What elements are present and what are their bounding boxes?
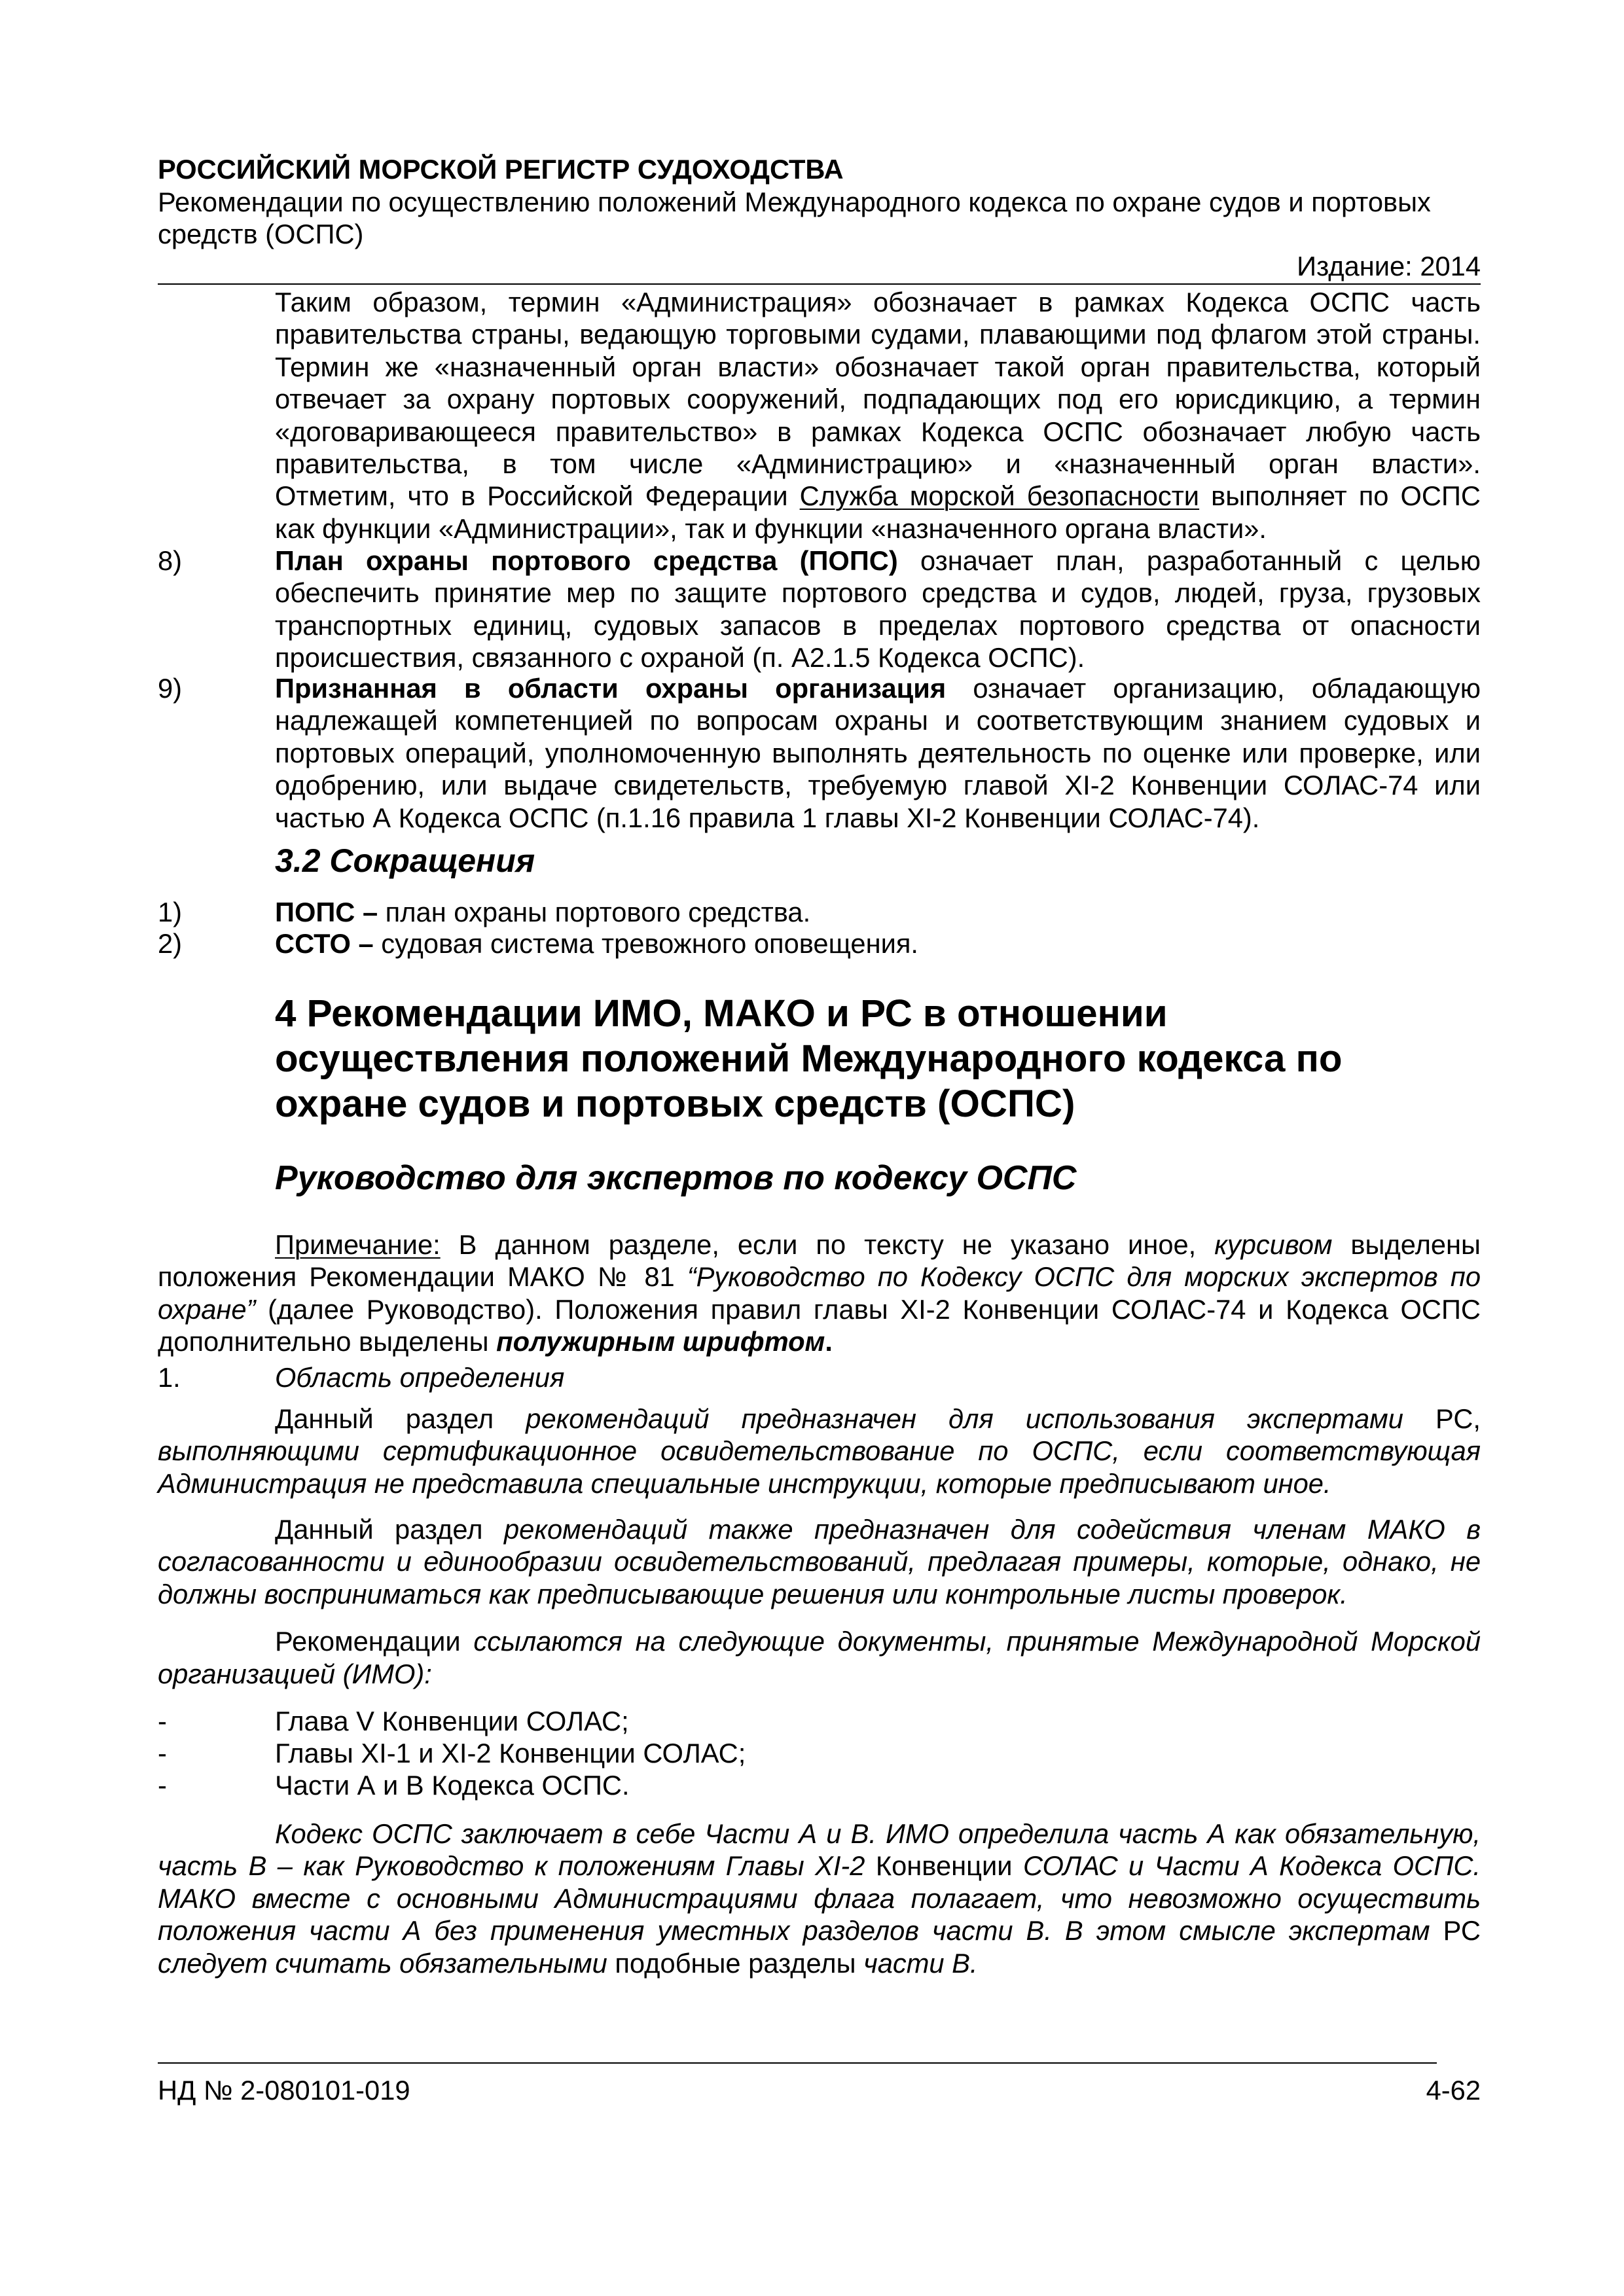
section-title-line: 4 Рекомендации ИМО, МАКО и РС в отношении — [275, 992, 1168, 1035]
text-segment: происшествия, связанного с охраной (п. А2.1.5 Кодекса ОСПС). — [275, 642, 1085, 673]
section-title-line: охране судов и портовых средств (ОСПС) — [275, 1083, 1075, 1125]
list-item: Глава V Конвенции СОЛАС; — [275, 1706, 629, 1736]
text-segment: Термин же «назначенный орган власти» обозначает такой орган правительства, который — [275, 351, 1481, 382]
admin-para-line — [275, 383, 1481, 415]
item-number: 9) — [158, 673, 183, 704]
header-edition: Издание: 2014 — [1297, 251, 1481, 281]
note-line — [158, 1325, 1481, 1357]
scope-para-line — [275, 1403, 1481, 1435]
text-segment: правительства страны, ведающую торговыми судами, плавающими под флагом этой страны. — [275, 319, 1481, 350]
admin-para-line — [275, 286, 1481, 318]
header-subtitle-line: средств (ОСПС) — [158, 219, 364, 249]
text-segment: портовых операций, уполномоченную выполнять деятельность по оценке или проверке, или — [275, 738, 1481, 768]
text-segment: (далее Руководство). Положения правил главы XI-2 Конвенции СОЛАС-74 и Кодекса ОСПС — [255, 1294, 1481, 1325]
bold-term: ПОПС – — [275, 897, 378, 927]
text-segment: «договаривающееся правительство» в рамках Кодекса ОСПС обозначает любую часть — [275, 416, 1481, 447]
italic-text: МАКО вместе с основными Администрациями флага полагает, что невозможно осуществить — [158, 1883, 1481, 1914]
code-para-line — [158, 1947, 1481, 1979]
item-8-line — [275, 545, 1481, 577]
bold-text: . — [825, 1326, 833, 1357]
item-8-line — [275, 577, 1481, 609]
item-9-line — [275, 672, 1481, 704]
code-para-line — [158, 1914, 1481, 1946]
italic-text: положения части А без применения уместных разделов части В. В этом смысле экспертам — [158, 1915, 1430, 1946]
text-segment: частью А Кодекса ОСПС (п.1.16 правила 1 главы XI-2 Конвенции СОЛАС-74). — [275, 802, 1260, 833]
text-segment: Отметим, что в Российской Федерации — [275, 480, 800, 511]
item-8-line — [275, 609, 1481, 641]
underlined-service-name: Служба морской безопасности — [799, 480, 1200, 511]
scope-para-line — [275, 1513, 1481, 1545]
text-segment: транспортных единиц, судовых запасов в пределах портового средства от опасности — [275, 610, 1481, 641]
header-organization: РОССИЙСКИЙ МОРСКОЙ РЕГИСТР СУДОХОДСТВА — [158, 154, 844, 185]
text-segment: подобные разделы — [607, 1948, 864, 1979]
italic-text: рекомендаций также предназначен для содействия членам МАКО в — [503, 1514, 1481, 1545]
italic-text: организацией (ИМО): — [158, 1659, 432, 1689]
text-segment: судовая система тревожного оповещения. — [373, 928, 918, 959]
note-line — [275, 1229, 1481, 1261]
list-item: Главы XI-1 и XI-2 Конвенции СОЛАС; — [275, 1738, 746, 1768]
text-segment: выполняет по ОСПС — [1199, 480, 1481, 511]
italic-text: согласованности и единообразии освидетельствований, предлагая примеры, которые, однако, не — [158, 1546, 1481, 1577]
italic-text: ссылаются на следующие документы, принятые Международной Морской — [473, 1626, 1481, 1657]
text-segment: отвечает за охрану портовых сооружений, подпадающих под его юрисдикцию, а термин — [275, 384, 1481, 414]
abbreviation-item — [275, 896, 1481, 928]
scope-para-line — [158, 1467, 1481, 1499]
text-segment: РС, — [1403, 1403, 1481, 1434]
italic-text: следует считать обязательными — [158, 1948, 607, 1979]
list-bullet: - — [158, 1706, 167, 1736]
admin-para-line — [275, 351, 1481, 383]
item-9-line — [275, 737, 1481, 769]
list-bullet: - — [158, 1738, 167, 1768]
admin-para-line — [275, 448, 1481, 480]
text-segment: Данный раздел — [275, 1514, 504, 1545]
bold-term: ССТО – — [275, 928, 374, 959]
text-segment: положения Рекомендации МАКО № 81 — [158, 1261, 687, 1292]
item-9-line — [275, 802, 1481, 834]
list-bullet: - — [158, 1770, 167, 1801]
text-segment: РС — [1430, 1915, 1481, 1946]
italic-text: должны восприниматься как предписывающие решения или контрольные листы проверок. — [158, 1579, 1348, 1609]
text-segment: как функции «Администрации», так и функции «назначенного органа власти». — [275, 513, 1267, 544]
text-segment: одобрению, или выдаче свидетельств, требуемую главой XI-2 Конвенции СОЛАС-74 или — [275, 770, 1481, 800]
references-para-line — [275, 1625, 1481, 1657]
admin-para-line — [275, 512, 1481, 545]
text-segment: план охраны портового средства. — [378, 897, 811, 927]
text-segment: надлежащей компетенцией по вопросам охраны и соответствующим знанием судовых и — [275, 705, 1481, 736]
abbreviation-item — [275, 927, 1481, 960]
italic-text: курсивом — [1214, 1229, 1333, 1260]
scope-para-line — [158, 1578, 1481, 1610]
bold-italic-text: полужирным шрифтом — [496, 1326, 825, 1357]
code-para-line — [275, 1818, 1481, 1850]
bold-term: План охраны портового средства (ПОПС) — [275, 545, 898, 576]
code-para-line — [158, 1850, 1481, 1882]
italic-text: “Руководство по Кодексу ОСПС для морских экспертов по — [687, 1261, 1481, 1292]
text-segment: Рекомендации — [275, 1626, 474, 1657]
footer-doc-number: НД № 2-080101-019 — [158, 2075, 410, 2106]
references-para-line — [158, 1658, 1481, 1690]
section-subtitle: Руководство для экспертов по кодексу ОСПС — [275, 1159, 1077, 1197]
note-line — [158, 1261, 1481, 1293]
abbreviations-heading: 3.2 Сокращения — [275, 842, 535, 879]
italic-text: части В. — [863, 1948, 978, 1979]
item-number: 2) — [158, 928, 183, 959]
text-segment: выделены — [1332, 1229, 1481, 1260]
text-segment: означает организацию, обладающую — [946, 673, 1481, 704]
text-segment: обеспечить принятие мер по защите портового средства и судов, людей, груза, грузовых — [275, 577, 1481, 608]
text-segment: означает план, разработанный с целью — [897, 545, 1481, 576]
item-8-line — [275, 641, 1481, 673]
text-segment: В данном разделе, если по тексту не указано иное, — [440, 1229, 1215, 1260]
header-subtitle-line: Рекомендации по осуществлению положений Международного кодекса по охране судов и портовых — [158, 187, 1431, 217]
admin-para-line — [275, 318, 1481, 350]
code-para-line — [158, 1882, 1481, 1914]
item-number: 1) — [158, 897, 183, 927]
admin-para-line — [275, 416, 1481, 448]
admin-para-line — [275, 480, 1481, 512]
note-line — [158, 1293, 1481, 1325]
italic-text: часть В – как Руководство к положениям Главы XI-2 — [158, 1850, 865, 1881]
header-rule — [158, 283, 1481, 285]
bold-term: Признанная в области охраны организация — [275, 673, 947, 704]
list-item: Части А и В Кодекса ОСПС. — [275, 1770, 630, 1801]
section-title-line: осуществления положений Международного кодекса по — [275, 1037, 1343, 1080]
text-segment: правительства, в том числе «Администрацию» и «назначенный орган власти». — [275, 448, 1481, 479]
text-segment: Таким образом, термин «Администрация» обозначает в рамках Кодекса ОСПС часть — [275, 287, 1481, 317]
item-9-line — [275, 704, 1481, 736]
item-number: 8) — [158, 545, 183, 576]
item-number: 1. — [158, 1362, 181, 1393]
text-segment: дополнительно выделены — [158, 1326, 497, 1357]
text-segment: Конвенции — [865, 1850, 1023, 1881]
footer-rule — [158, 2062, 1437, 2064]
italic-text: рекомендаций предназначен для использования экспертами — [526, 1403, 1403, 1434]
underlined-note-label: Примечание: — [275, 1229, 441, 1260]
italic-text: охране” — [158, 1294, 256, 1325]
item-9-line — [275, 769, 1481, 801]
scope-para-line — [158, 1435, 1481, 1467]
footer-page-number: 4-62 — [1426, 2075, 1481, 2106]
scope-para-line — [158, 1545, 1481, 1577]
italic-text: СОЛАС и Части А Кодекса ОСПС. — [1022, 1850, 1481, 1881]
italic-text: выполняющими сертификационное освидетельствование по ОСПС, если соответствующая — [158, 1435, 1481, 1466]
scope-heading: Область определения — [275, 1362, 565, 1393]
italic-text: Администрация не представила специальные инструкции, которые предписывают иное. — [158, 1468, 1331, 1499]
text-segment: Данный раздел — [275, 1403, 526, 1434]
italic-text: Кодекс ОСПС заключает в себе Части А и В. ИМО определила часть А как обязательную, — [275, 1818, 1481, 1849]
